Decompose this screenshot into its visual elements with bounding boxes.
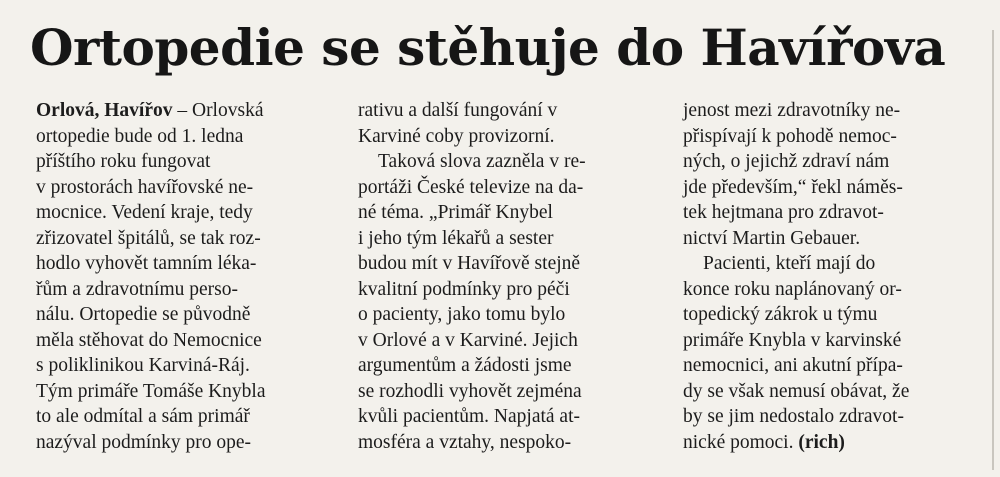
text-line	[358, 277, 650, 303]
text-run: nazýval podmínky pro ope-	[36, 431, 251, 453]
text-run: Tým primáře Tomáše Knybla	[36, 380, 266, 402]
text-line	[683, 98, 973, 124]
text-line	[36, 149, 326, 175]
text-line	[683, 251, 973, 277]
text-line	[683, 175, 973, 201]
text-line	[358, 149, 650, 175]
text-line	[36, 124, 326, 150]
text-run: ortopedie bude od 1. ledna	[36, 125, 244, 147]
text-line	[358, 200, 650, 226]
text-run: né téma. „Primář Knybel	[358, 202, 553, 223]
text-run: řům a zdravotnímu perso-	[36, 278, 238, 300]
text-line	[36, 200, 326, 226]
text-line	[36, 404, 326, 430]
text-run: i jeho tým lékařů a sester	[358, 227, 554, 249]
headline: Ortopedie se stěhuje do Havířova	[30, 18, 946, 77]
text-line	[358, 379, 650, 405]
text-run: nické pomoci.	[683, 431, 799, 453]
text-line	[36, 302, 326, 328]
text-line	[683, 149, 973, 175]
text-run: nálu. Ortopedie se původně	[36, 304, 251, 325]
text-run: kvůli pacientům. Napjatá at-	[358, 406, 581, 427]
text-run: příštího roku fungovat	[36, 151, 211, 172]
text-run: argumentům a žádosti jsme	[358, 355, 572, 376]
text-line	[358, 353, 650, 379]
text-line	[358, 404, 650, 430]
text-run: hodlo vyhovět tamním léka-	[36, 253, 257, 274]
page-edge-divider	[992, 30, 994, 470]
text-run: nemocnici, ani akutní přípa-	[683, 355, 903, 376]
text-run: rativu a další fungování v	[358, 100, 558, 121]
text-run: budou mít v Havířově stejně	[358, 253, 581, 274]
author-signature: (rich)	[798, 431, 845, 453]
text-line	[36, 430, 326, 456]
text-line	[36, 98, 326, 124]
text-run: – Orlovská	[172, 100, 264, 121]
text-line	[36, 328, 326, 354]
text-line	[36, 175, 326, 201]
text-run: přispívají k pohodě nemoc-	[683, 125, 897, 147]
text-line	[358, 302, 650, 328]
text-run: mocnice. Vedení kraje, tedy	[36, 202, 253, 223]
text-line	[683, 302, 973, 328]
text-line	[358, 175, 650, 201]
text-run: mosféra a vztahy, nespoko-	[358, 431, 572, 453]
text-run: Pacienti, kteří mají do	[703, 253, 876, 274]
text-line	[358, 328, 650, 354]
text-line	[358, 251, 650, 277]
text-run: s poliklinikou Karviná-Ráj.	[36, 355, 250, 376]
text-line	[36, 379, 326, 405]
article-column-1	[36, 98, 326, 455]
text-line	[36, 353, 326, 379]
text-line	[358, 124, 650, 150]
text-run: by se jim nedostalo zdravot-	[683, 406, 904, 427]
text-run: se rozhodli vyhovět zejména	[358, 380, 582, 402]
text-line	[36, 277, 326, 303]
text-line	[683, 404, 973, 430]
text-line	[358, 430, 650, 456]
text-run: jenost mezi zdravotníky ne-	[683, 100, 901, 121]
text-run: portáži České televize na da-	[358, 176, 584, 198]
text-line	[36, 226, 326, 252]
text-line	[683, 353, 973, 379]
text-run: v prostorách havířovské ne-	[36, 176, 254, 198]
text-run: nictví Martin Gebauer.	[683, 227, 861, 249]
text-run: v Orlové a v Karviné. Jejich	[358, 329, 578, 351]
text-run: Taková slova zazněla v re-	[378, 151, 586, 172]
text-run: topedický zákrok u týmu	[683, 304, 878, 325]
text-line	[358, 98, 650, 124]
text-line	[36, 251, 326, 277]
article-column-2	[358, 98, 650, 455]
text-run: konce roku naplánovaný or-	[683, 278, 902, 300]
dateline: Orlová, Havířov	[36, 100, 173, 121]
text-run: zřizovatel špitálů, se tak roz-	[36, 227, 261, 249]
text-run: tek hejtmana pro zdravot-	[683, 202, 884, 223]
text-run: primáře Knybla v karvinské	[683, 329, 902, 351]
text-line	[683, 124, 973, 150]
text-run: měla stěhovat do Nemocnice	[36, 329, 262, 351]
text-run: dy se však nemusí obávat, že	[683, 380, 910, 402]
text-line	[683, 226, 973, 252]
text-line	[683, 277, 973, 303]
text-run: o pacienty, jako tomu bylo	[358, 304, 566, 325]
article-column-3	[683, 98, 973, 455]
text-run: jde především,“ řekl náměs-	[683, 176, 903, 198]
text-line	[358, 226, 650, 252]
text-line	[683, 328, 973, 354]
text-run: to ale odmítal a sám primář	[36, 406, 250, 427]
text-line	[683, 379, 973, 405]
text-run: Karviné coby provizorní.	[358, 125, 555, 147]
text-run: ných, o jejichž zdraví nám	[683, 151, 890, 172]
text-line	[683, 200, 973, 226]
text-line	[683, 430, 973, 456]
text-run: kvalitní podmínky pro péči	[358, 278, 570, 300]
